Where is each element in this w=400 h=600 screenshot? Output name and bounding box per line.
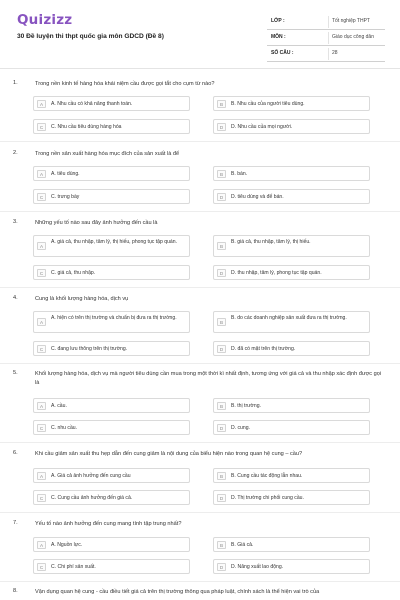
question-number: 6. xyxy=(13,450,18,456)
option-letter: C xyxy=(37,424,46,432)
question-number: 3. xyxy=(13,219,18,225)
question-text: Cung là khối lượng hàng hóa, dịch vụ xyxy=(35,296,129,302)
question-text: Khối lượng hàng hóa, dịch vụ mà người tiêu dùng cần mua trong một thời kì nhất định, tương ứng với giá cả và thu nhập xác định được gọi là xyxy=(35,371,382,386)
question-text: Khi cầu giảm sản xuất thu hẹp dẫn đến cung giảm là nội dung của biểu hiện nào trong quan hệ cung – cầu? xyxy=(35,451,303,457)
option-letter: C xyxy=(37,193,46,201)
option-letter: B xyxy=(217,170,226,178)
option-letter: B xyxy=(217,242,226,250)
info-row-class xyxy=(267,14,385,30)
option-letter: C xyxy=(37,563,46,571)
info-row-subject xyxy=(267,30,385,46)
option-letter: A xyxy=(37,170,46,178)
option-letter: D xyxy=(217,563,226,571)
option-letter: D xyxy=(217,494,226,502)
option-text: B. Nhu cầu của người tiêu dùng. xyxy=(231,101,305,107)
option-letter: B xyxy=(217,472,226,480)
option-letter: B xyxy=(217,541,226,549)
info-label: LỚP : xyxy=(271,18,285,24)
answer-option-d[interactable] xyxy=(213,341,370,356)
answer-option-c[interactable] xyxy=(33,490,190,505)
worksheet-header xyxy=(0,0,400,66)
question-text: Vận dụng quan hệ cung - cầu điều tiết giá cả trên thị trường thông qua pháp luật, chính sách là thể hiện vai trò của xyxy=(35,589,320,595)
option-letter: D xyxy=(217,123,226,131)
info-divider xyxy=(328,48,329,60)
info-value: Tốt nghiệp THPT xyxy=(332,18,370,24)
option-text: C. giá cả, thu nhập. xyxy=(51,270,96,276)
answer-option-a[interactable] xyxy=(33,398,190,413)
option-letter: D xyxy=(217,424,226,432)
option-letter: D xyxy=(217,345,226,353)
answer-option-b[interactable] xyxy=(213,166,370,181)
question-number: 8. xyxy=(13,588,18,594)
option-text: C. đang lưu thông trên thị trường. xyxy=(51,346,128,352)
option-letter: D xyxy=(217,193,226,201)
question-text: Trong nền sản xuất hàng hóa mục đích của sản xuất là để xyxy=(35,151,180,157)
option-letter: C xyxy=(37,494,46,502)
answer-option-c[interactable] xyxy=(33,189,190,204)
question-divider xyxy=(0,512,400,513)
option-text: A. hiện có trên thị trường và chuẩn bị đưa ra thị trường. xyxy=(51,315,177,321)
answer-option-d[interactable] xyxy=(213,265,370,280)
question-divider xyxy=(0,287,400,288)
option-text: A. cầu. xyxy=(51,403,67,409)
option-text: C. Cung cầu ảnh hưởng đến giá cả. xyxy=(51,495,133,501)
quizizz-logo: Quizizz xyxy=(17,12,73,28)
option-text: D. Thị trường chi phối cung cầu. xyxy=(231,495,304,501)
option-text: C. trưng bày xyxy=(51,194,80,200)
info-value: 28 xyxy=(332,50,338,56)
option-letter: A xyxy=(37,402,46,410)
question-divider xyxy=(0,442,400,443)
info-label: SỐ CÂU : xyxy=(271,50,294,56)
option-text: B. bán. xyxy=(231,171,248,177)
answer-option-b[interactable] xyxy=(213,235,370,257)
question-number: 1. xyxy=(13,80,18,86)
answer-option-a[interactable] xyxy=(33,166,190,181)
info-divider xyxy=(328,32,329,44)
option-text: B. Giá cả. xyxy=(231,542,254,548)
option-letter: A xyxy=(37,541,46,549)
option-text: D. đã có mặt trên thị trường. xyxy=(231,346,296,352)
answer-option-c[interactable] xyxy=(33,420,190,435)
option-text: B. do các doanh nghiệp sản xuất đưa ra thị trường. xyxy=(231,315,347,321)
option-letter: C xyxy=(37,123,46,131)
option-letter: B xyxy=(217,402,226,410)
option-letter: A xyxy=(37,472,46,480)
answer-option-c[interactable] xyxy=(33,559,190,574)
question-number: 2. xyxy=(13,150,18,156)
answer-option-b[interactable] xyxy=(213,96,370,111)
answer-option-a[interactable] xyxy=(33,468,190,483)
option-text: A. Giá cả ảnh hưởng đến cung cầu xyxy=(51,473,131,479)
option-letter: A xyxy=(37,242,46,250)
option-text: C. Nhu cầu tiêu dùng hàng hóa xyxy=(51,124,122,130)
header-divider xyxy=(0,68,400,69)
question-number: 5. xyxy=(13,370,18,376)
option-letter: A xyxy=(37,100,46,108)
option-text: D. Năng xuất lao động. xyxy=(231,564,284,570)
answer-option-b[interactable] xyxy=(213,537,370,552)
option-letter: A xyxy=(37,318,46,326)
info-label: MÔN : xyxy=(271,34,286,40)
option-text: D. tiêu dùng và để bán. xyxy=(231,194,284,200)
answer-option-d[interactable] xyxy=(213,119,370,134)
answer-option-a[interactable] xyxy=(33,311,190,333)
option-text: B. thị trường. xyxy=(231,403,261,409)
answer-option-c[interactable] xyxy=(33,341,190,356)
option-text: A. tiêu dùng. xyxy=(51,171,80,177)
option-text: A. Nhu cầu có khả năng thanh toán. xyxy=(51,101,133,107)
answer-option-a[interactable] xyxy=(33,235,190,257)
question-text: Yếu tố nào ảnh hưởng đến cung mang tính tập trung nhất? xyxy=(35,521,182,527)
option-text: A. Nguồn lực. xyxy=(51,542,83,548)
option-text: C. nhu cầu. xyxy=(51,425,78,431)
answer-option-c[interactable] xyxy=(33,119,190,134)
answer-option-b[interactable] xyxy=(213,398,370,413)
question-number: 4. xyxy=(13,295,18,301)
answer-option-d[interactable] xyxy=(213,559,370,574)
option-text: D. thu nhập, tâm lý, phong tục tập quán. xyxy=(231,270,322,276)
option-text: D. Nhu cầu của mọi người. xyxy=(231,124,293,130)
info-row-count xyxy=(267,46,385,62)
question-divider xyxy=(0,141,400,142)
question-divider xyxy=(0,581,400,582)
info-table xyxy=(267,14,385,62)
option-letter: B xyxy=(217,100,226,108)
answer-option-c[interactable] xyxy=(33,265,190,280)
info-divider xyxy=(328,16,329,28)
option-text: D. cung. xyxy=(231,425,250,431)
option-text: A. giá cả, thu nhập, tâm lý, thị hiếu, phong tục tập quán. xyxy=(51,239,178,245)
answer-option-b[interactable] xyxy=(213,311,370,333)
question-divider xyxy=(0,211,400,212)
worksheet-title: 30 Đề luyện thi thpt quốc gia môn GDCD (Đề 8) xyxy=(17,33,164,40)
info-value: Giáo dục công dân xyxy=(332,34,374,40)
answer-option-d[interactable] xyxy=(213,490,370,505)
answer-option-d[interactable] xyxy=(213,420,370,435)
option-text: C. Chi phí sản xuất. xyxy=(51,564,96,570)
option-letter: C xyxy=(37,345,46,353)
option-letter: D xyxy=(217,269,226,277)
answer-option-a[interactable] xyxy=(33,537,190,552)
option-letter: B xyxy=(217,318,226,326)
question-divider xyxy=(0,363,400,364)
option-letter: C xyxy=(37,269,46,277)
answer-option-b[interactable] xyxy=(213,468,370,483)
option-text: B. giá cả, thu nhập, tâm lý, thị hiếu. xyxy=(231,239,311,245)
answer-option-a[interactable] xyxy=(33,96,190,111)
question-text: Những yếu tố nào sau đây ảnh hưởng đến cầu là xyxy=(35,220,158,226)
answer-option-d[interactable] xyxy=(213,189,370,204)
question-text: Trong nền kinh tế hàng hóa khái niệm cầu được gọi tắt cho cụm từ nào? xyxy=(35,81,215,87)
question-number: 7. xyxy=(13,520,18,526)
option-text: B. Cung cầu tác động lẫn nhau. xyxy=(231,473,303,479)
